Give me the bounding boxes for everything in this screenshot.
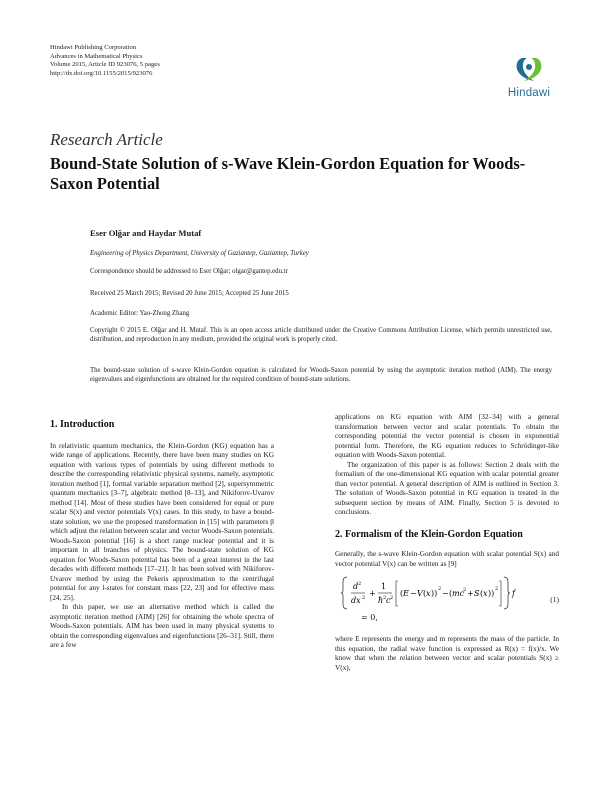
formalism-paragraph-1: Generally, the s-wave Klein-Gordon equation with scalar potential S(x) and vector potential V(x) can be written as [9]: [335, 550, 559, 568]
affiliation: Engineering of Physics Department, University of Gaziantep, Gaziantep, Turkey: [90, 250, 309, 257]
right-paragraph-1: applications on KG equation with AIM [32–34] with a general transformation between vector and scalar potentials. To obtain the corresponding potential the vector potential is chosen in exponential potential form. Therefore, the KG equation reduces to Schrödinger-like equation with Woods-Saxon potential.: [335, 413, 559, 459]
svg-text:ħ: ħ: [378, 596, 384, 605]
svg-text:x: x: [426, 589, 431, 598]
equation-1-number: (1): [550, 595, 559, 604]
intro-paragraph-2: In this paper, we use an alternative method which is called the asymptotic iteration method (AIM) [26] for obtaining the whole spectra of Woods-Saxon potentials. AIM has been used in many physical systems to obtain the corresponding eigenvalues and eigenfunctions [26–31]. Still, there are a few: [50, 603, 274, 649]
svg-text:1: 1: [381, 582, 387, 591]
svg-text:x: x: [483, 589, 488, 598]
svg-text:2: 2: [383, 595, 387, 601]
journal-header: [50, 44, 160, 78]
svg-text:S: S: [474, 589, 480, 598]
svg-text:(: (: [449, 589, 453, 598]
svg-text:dx: dx: [351, 596, 361, 605]
svg-text:(: (: [423, 589, 427, 598]
svg-text:−: −: [442, 589, 449, 598]
svg-text:2: 2: [463, 587, 467, 593]
article-title: Bound-State Solution of s-Wave Klein-Gordon Equation for Woods-Saxon Potential: [50, 154, 526, 193]
volume-line: Volume 2015, Article ID 923076, 5 pages: [50, 61, 160, 69]
svg-text:)): )): [488, 589, 495, 598]
publisher-name: Hindawi Publishing Corporation: [50, 44, 137, 51]
svg-text:d: d: [353, 582, 359, 591]
academic-editor: Academic Editor: Yao-Zhong Zhang: [90, 310, 190, 317]
hindawi-logo-icon: [513, 54, 545, 86]
svg-text:E: E: [403, 589, 409, 598]
svg-text:c: c: [386, 596, 391, 605]
formalism-paragraph-2: where E represents the energy and m represents the mass of the particle. In this equation, the radial wave function is expressed as R(x) = f(x)/x. We know that when the relation between vector and scalar potentials S(x) ≥ V(x),: [335, 635, 559, 672]
svg-text:V: V: [417, 589, 423, 598]
abstract: The bound-state solution of s-wave Klein-Gordon equation is calculated for Woods-Saxon potential by using the asymptotic iteration method (AIM). The energy eigenvalues and eigenfunctions are obtained for the required condition of bound-state solutions.: [90, 367, 552, 384]
svg-text:f: f: [512, 589, 515, 598]
equation-1-formula: [341, 573, 521, 613]
svg-text:2: 2: [358, 581, 362, 587]
intro-paragraph-1: In relativistic quantum mechanics, the Klein-Gordon (KG) equation has a wide range of applications. Recently, there have been many studies on KG equation with various types of potentials by using different methods to describe the corresponding relativistic physical systems, namely, asymptotic iteration method [1], formal variable separation method [2], supersymmetric quantum mechanics [3–7], algebraic method [8–13], and Nikiforov-Uvarov method [14]. Most of these studies have been considered for equal or pure scalar S(x) and vector potentials V(x) cases. In this study, to have a bound-state solution, we use the proposed transformation in [15] with parameters β which adjust the relation between scalar and vector Woods-Saxon potentials. Woods-Saxon potential [16] is a short range nuclear potential and it is important in all branches of physics. The bound-state solution of KG equation for Woods-Saxon potential has been of a great interest in the last decades with different methods [17–21]. It has been solved with Nikiforov-Uvarov method by using the Pekeris approximation to the centrifugal potential for any l-states for constant mass [22, 23] and for effective mass [24, 25].: [50, 441, 274, 602]
svg-text:2: 2: [495, 586, 499, 592]
logo-wordmark: Hindawi: [507, 87, 551, 99]
svg-text:(: (: [480, 589, 484, 598]
svg-text:+: +: [369, 589, 376, 598]
svg-text:2: 2: [390, 595, 394, 601]
article-type: Research Article: [50, 130, 163, 149]
right-paragraph-2: The organization of this paper is as follows: Section 2 deals with the formalism of the one-dimensional KG equation with scalar potential greater than vector potential. A general description of AIM is outlined in Section 3. The solution of Woods-Saxon potential in KG equation is treated in the subsequent section by means of AIM. Finally, Section 5 is devoted to conclusions.: [335, 460, 559, 516]
svg-text:+: +: [467, 589, 474, 598]
svg-text:mc: mc: [452, 589, 465, 598]
left-column: [50, 420, 274, 651]
section-heading-introduction: 1. Introduction: [50, 419, 115, 430]
svg-text:−: −: [410, 589, 417, 598]
svg-text:)): )): [431, 589, 438, 598]
journal-name: Advances in Mathematical Physics: [50, 52, 143, 60]
author-list: Eser Olğar and Haydar Mutaf: [90, 228, 202, 238]
correspondence: Correspondence should be addressed to Eser Olğar; olgar@gantep.edu.tr: [90, 268, 288, 275]
section-heading-formalism: 2. Formalism of the Klein-Gordon Equation: [335, 528, 523, 540]
equation-1-rhs: = 0,: [361, 613, 378, 622]
copyright-notice: Copyright © 2015 E. Olğar and H. Mutaf. This is an open access article distributed under the Creative Commons Attribution License, which permits unrestricted use, distribution, and reproduction in any medium, provided the original work is properly cited.: [90, 327, 552, 344]
svg-text:(: (: [400, 589, 404, 598]
svg-text:2: 2: [362, 595, 366, 601]
hindawi-logo: [498, 54, 558, 106]
submission-dates: Received 25 March 2015; Revised 20 June 2015; Accepted 25 June 2015: [90, 290, 289, 297]
doi-link[interactable]: http://dx.doi.org/10.1155/2015/923076: [50, 69, 153, 77]
equation-1: [335, 573, 559, 629]
svg-text:2: 2: [438, 586, 442, 592]
right-column: [335, 413, 559, 673]
